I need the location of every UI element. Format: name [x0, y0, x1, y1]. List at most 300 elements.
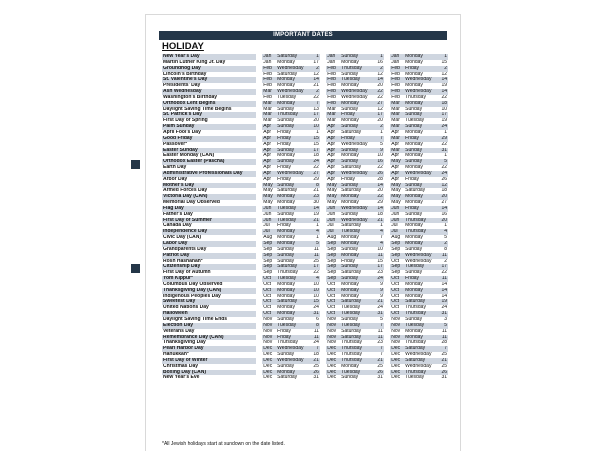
- weekday-cell: Tuesday: [404, 323, 434, 329]
- holiday-name: Columbus Day Observed: [163, 281, 223, 287]
- month-cell: May: [390, 159, 404, 165]
- weekday-cell: Saturday: [341, 328, 362, 334]
- weekday-cell: Monday: [277, 305, 295, 311]
- month-cell: May: [263, 200, 273, 206]
- month-cell: May: [326, 183, 340, 189]
- holiday-name: Victoria Day (CAN): [162, 194, 256, 200]
- weekday-cell: Sunday: [404, 183, 434, 189]
- day-number-cell: 12: [377, 71, 383, 77]
- month-cell: May: [326, 194, 340, 200]
- weekday-cell: Monday: [276, 101, 306, 107]
- month-cell: Jul: [327, 223, 334, 229]
- weekday-cell: Friday: [277, 328, 292, 334]
- weekday-cell: Tuesday: [340, 229, 370, 235]
- weekday-cell: Tuesday: [404, 264, 434, 270]
- weekday-cell: Thursday: [276, 112, 306, 118]
- weekday-cell: Thursday: [340, 66, 370, 72]
- weekday-cell: Thursday: [340, 346, 370, 352]
- holiday-name: Passover*: [163, 141, 188, 147]
- day-number-cell: 22: [441, 94, 447, 100]
- weekday-cell: Tuesday: [405, 118, 425, 124]
- month-cell: Jul: [391, 223, 398, 229]
- day-number-cell: 5: [434, 159, 448, 165]
- weekday-cell: Saturday: [276, 264, 306, 270]
- weekday-cell: Sunday: [404, 159, 434, 165]
- month-cell: Feb: [391, 94, 400, 100]
- month-cell: Apr: [327, 165, 336, 171]
- holiday-name: Pearl Harbor Day: [162, 346, 256, 352]
- day-number-cell: 30: [313, 200, 319, 206]
- day-number-cell: 27: [441, 200, 447, 206]
- page-header: IMPORTANT DATES: [159, 31, 447, 40]
- month-cell: Feb: [263, 83, 272, 89]
- weekday-cell: Thursday: [341, 352, 362, 358]
- day-number-cell: 10: [306, 288, 320, 294]
- weekday-cell: Sunday: [340, 54, 370, 60]
- day-number-cell: 2: [434, 241, 448, 247]
- weekday-cell: Saturday: [404, 346, 434, 352]
- month-cell: Feb: [263, 71, 272, 77]
- weekday-cell: Thursday: [277, 270, 298, 276]
- holiday-name: Orthodox Lent Begins: [162, 101, 256, 107]
- weekday-cell: Sunday: [341, 246, 359, 252]
- weekday-cell: Monday: [277, 293, 295, 299]
- month-cell: Nov: [326, 335, 340, 341]
- month-cell: Sep: [263, 246, 273, 252]
- weekday-cell: Friday: [277, 223, 292, 229]
- day-number-cell: 1: [434, 54, 448, 60]
- weekday-cell: Sunday: [341, 375, 359, 381]
- day-number-cell: 17: [306, 112, 320, 118]
- weekday-cell: Sunday: [341, 211, 359, 217]
- month-cell: Apr: [263, 141, 272, 147]
- weekday-cell: Saturday: [276, 54, 306, 60]
- month-cell: Sep: [327, 270, 337, 276]
- holiday-name: Thanksgiving Day: [163, 340, 206, 346]
- weekday-cell: Monday: [340, 288, 370, 294]
- weekday-cell: Sunday: [276, 183, 306, 189]
- day-number-cell: 7: [370, 136, 384, 142]
- day-number-cell: 11: [306, 335, 320, 341]
- weekday-cell: Thursday: [404, 311, 434, 317]
- day-number-cell: 23: [377, 270, 383, 276]
- day-number-cell: 7: [370, 346, 384, 352]
- day-number-cell: 22: [377, 94, 383, 100]
- weekday-cell: Tuesday: [405, 375, 425, 381]
- weekday-cell: Monday: [340, 101, 370, 107]
- day-number-cell: 16: [441, 211, 447, 217]
- day-number-cell: 2: [434, 66, 448, 72]
- holiday-name: New Year's Day: [162, 54, 256, 60]
- month-cell: Nov: [391, 340, 401, 346]
- weekday-cell: Saturday: [341, 270, 362, 276]
- month-cell: Feb: [327, 71, 336, 77]
- day-number-cell: 8: [306, 183, 320, 189]
- day-number-cell: 24: [434, 171, 448, 177]
- day-number-cell: 8: [444, 246, 447, 252]
- month-cell: Dec: [326, 358, 340, 364]
- weekday-cell: Monday: [276, 370, 306, 376]
- month-cell: Mar: [391, 106, 400, 112]
- day-number-cell: 14: [434, 77, 448, 83]
- day-number-cell: 5: [444, 235, 447, 241]
- month-cell: Nov: [263, 340, 273, 346]
- weekday-cell: Friday: [405, 176, 420, 182]
- weekday-cell: Sunday: [276, 159, 306, 165]
- day-number-cell: 1: [306, 54, 320, 60]
- month-cell: Feb: [327, 83, 336, 89]
- month-cell: Sep: [390, 241, 404, 247]
- day-number-cell: 7: [380, 352, 383, 358]
- month-cell: Feb: [326, 66, 340, 72]
- weekday-cell: Monday: [276, 77, 306, 83]
- month-cell: Oct: [326, 288, 340, 294]
- holiday-name: First Day of Summer: [162, 218, 256, 224]
- month-cell: Feb: [390, 77, 404, 83]
- day-number-cell: 14: [434, 206, 448, 212]
- month-cell: Dec: [262, 370, 276, 376]
- weekday-cell: Thursday: [277, 340, 298, 346]
- month-cell: Feb: [326, 101, 340, 107]
- weekday-cell: Sunday: [277, 316, 295, 322]
- day-number-cell: 4: [434, 229, 448, 235]
- weekday-cell: Tuesday: [276, 218, 306, 224]
- weekday-cell: Sunday: [340, 264, 370, 270]
- weekday-cell: Monday: [404, 288, 434, 294]
- holiday-name: Memorial Day Observed: [163, 200, 220, 206]
- day-number-cell: 2: [306, 66, 320, 72]
- month-cell: Mar: [390, 124, 404, 130]
- day-number-cell: 17: [313, 59, 319, 65]
- weekday-cell: Friday: [277, 129, 292, 135]
- day-number-cell: 18: [377, 211, 383, 217]
- day-number-cell: 15: [313, 141, 319, 147]
- weekday-cell: Sunday: [340, 183, 370, 189]
- month-cell: Mar: [262, 101, 276, 107]
- day-number-cell: 10: [313, 281, 319, 287]
- day-number-cell: 15: [377, 258, 383, 264]
- weekday-cell: Monday: [276, 194, 306, 200]
- day-number-cell: 24: [313, 340, 319, 346]
- month-cell: Apr: [327, 129, 336, 135]
- day-number-cell: 10: [306, 124, 320, 130]
- month-cell: Dec: [262, 346, 276, 352]
- month-cell: Apr: [327, 153, 336, 159]
- day-number-cell: 9: [370, 148, 384, 154]
- weekday-cell: Wednesday: [341, 94, 368, 100]
- day-number-cell: 20: [313, 118, 319, 124]
- day-number-cell: 17: [306, 264, 320, 270]
- month-cell: Jun: [262, 206, 276, 212]
- month-cell: May: [327, 188, 337, 194]
- weekday-cell: Sunday: [277, 118, 295, 124]
- day-number-cell: 14: [434, 89, 448, 95]
- weekday-cell: Thursday: [404, 370, 434, 376]
- month-cell: Apr: [391, 129, 400, 135]
- weekday-cell: Wednesday: [405, 363, 432, 369]
- month-cell: Jan: [263, 59, 272, 65]
- weekday-cell: Monday: [404, 335, 434, 341]
- day-number-cell: 7: [306, 346, 320, 352]
- day-number-cell: 17: [370, 264, 384, 270]
- month-cell: Mar: [262, 112, 276, 118]
- weekday-cell: Wednesday: [276, 358, 306, 364]
- day-number-cell: 14: [441, 293, 447, 299]
- day-number-cell: 11: [370, 335, 384, 341]
- day-number-cell: 19: [313, 211, 319, 217]
- day-number-cell: 23: [306, 194, 320, 200]
- weekday-cell: Monday: [341, 293, 359, 299]
- weekday-cell: Saturday: [341, 223, 362, 229]
- weekday-cell: Wednesday: [404, 77, 434, 83]
- month-cell: Feb: [390, 66, 404, 72]
- weekday-cell: Sunday: [277, 106, 295, 112]
- weekday-cell: Monday: [405, 141, 423, 147]
- month-cell: Jan: [326, 54, 340, 60]
- month-cell: Nov: [263, 316, 273, 322]
- day-number-cell: 14: [370, 77, 384, 83]
- day-number-cell: 27: [370, 101, 384, 107]
- month-cell: May: [262, 183, 276, 189]
- holiday-name: First Day of Winter: [162, 358, 256, 364]
- month-cell: Dec: [391, 352, 401, 358]
- day-number-cell: 5: [380, 316, 383, 322]
- month-cell: Nov: [391, 316, 401, 322]
- holiday-name: Civic Day (CAN): [163, 235, 202, 241]
- day-number-cell: 29: [434, 136, 448, 142]
- month-cell: Dec: [391, 363, 401, 369]
- month-cell: Mar: [263, 106, 272, 112]
- month-cell: Apr: [326, 159, 340, 165]
- day-number-cell: 17: [434, 264, 448, 270]
- weekday-cell: Saturday: [404, 299, 434, 305]
- month-cell: Sep: [391, 246, 401, 252]
- weekday-cell: Sunday: [277, 258, 295, 264]
- weekday-cell: Monday: [276, 288, 306, 294]
- month-cell: Mar: [390, 148, 404, 154]
- day-number-cell: 18: [441, 188, 447, 194]
- weekday-cell: Tuesday: [340, 77, 370, 83]
- holiday-name: Easter Monday (CAN): [163, 153, 215, 159]
- month-cell: Jul: [263, 223, 270, 229]
- month-cell: Dec: [327, 375, 337, 381]
- day-number-cell: 6: [316, 316, 319, 322]
- weekday-cell: Wednesday: [404, 89, 434, 95]
- month-cell: Apr: [327, 141, 336, 147]
- weekday-cell: Sunday: [405, 270, 423, 276]
- day-number-cell: 26: [441, 176, 447, 182]
- day-number-cell: 12: [313, 71, 319, 77]
- month-cell: Mar: [390, 136, 404, 142]
- weekday-cell: Monday: [341, 281, 359, 287]
- holiday-name: Grandparents Day: [163, 246, 207, 252]
- holiday-name: Rosh Hashanah*: [163, 258, 203, 264]
- weekday-cell: Saturday: [277, 375, 298, 381]
- holiday-table: [162, 54, 448, 381]
- holiday-name: Citizenship Day: [162, 264, 256, 270]
- month-cell: Jul: [262, 229, 276, 235]
- month-cell: Feb: [390, 89, 404, 95]
- month-cell: Jun: [326, 218, 340, 224]
- month-cell: Dec: [263, 352, 273, 358]
- month-cell: Sep: [262, 241, 276, 247]
- day-number-cell: 21: [370, 299, 384, 305]
- holiday-name: Easter Sunday: [162, 148, 256, 154]
- day-number-cell: 1: [380, 223, 383, 229]
- month-cell: Aug: [263, 235, 273, 241]
- holiday-name: Patriot Day: [162, 253, 256, 259]
- weekday-cell: Thursday: [341, 340, 362, 346]
- month-cell: Feb: [263, 94, 272, 100]
- day-number-cell: 11: [377, 328, 383, 334]
- day-number-cell: 11: [434, 253, 448, 259]
- weekday-cell: Saturday: [277, 188, 298, 194]
- month-cell: Oct: [390, 276, 404, 282]
- month-cell: Mar: [327, 106, 336, 112]
- weekday-cell: Sunday: [405, 211, 423, 217]
- day-number-cell: 18: [313, 352, 319, 358]
- weekday-cell: Wednesday: [340, 89, 370, 95]
- weekday-cell: Sunday: [404, 112, 434, 118]
- month-cell: Aug: [391, 235, 401, 241]
- day-number-cell: 18: [313, 153, 319, 159]
- month-cell: Oct: [262, 288, 276, 294]
- month-cell: Sep: [326, 253, 340, 259]
- holiday-name: Groundhog Day: [162, 66, 256, 72]
- month-cell: Jul: [390, 229, 404, 235]
- month-cell: Sep: [326, 241, 340, 247]
- day-number-cell: 5: [434, 323, 448, 329]
- weekday-cell: Monday: [277, 200, 295, 206]
- month-cell: Feb: [391, 71, 400, 77]
- day-number-cell: 2: [444, 258, 447, 264]
- month-cell: Apr: [263, 153, 272, 159]
- day-number-cell: 20: [377, 118, 383, 124]
- day-number-cell: 24: [313, 305, 319, 311]
- day-number-cell: 17: [306, 148, 320, 154]
- holiday-name: Father's Day: [163, 211, 193, 217]
- month-cell: Sep: [390, 253, 404, 259]
- weekday-cell: Friday: [340, 112, 370, 118]
- month-cell: Mar: [391, 118, 400, 124]
- holiday-name: First Day of Autumn: [163, 270, 211, 276]
- day-number-cell: 21: [370, 358, 384, 364]
- day-number-cell: 5: [380, 141, 383, 147]
- weekday-cell: Monday: [341, 153, 359, 159]
- weekday-cell: Sunday: [277, 246, 295, 252]
- day-number-cell: 14: [306, 206, 320, 212]
- month-cell: May: [262, 194, 276, 200]
- weekday-cell: Wednesday: [340, 218, 370, 224]
- month-cell: Oct: [262, 299, 276, 305]
- day-number-cell: 7: [434, 346, 448, 352]
- month-cell: Nov: [262, 323, 276, 329]
- month-cell: Nov: [390, 335, 404, 341]
- weekday-cell: Wednesday: [276, 66, 306, 72]
- month-cell: Jun: [390, 218, 404, 224]
- weekday-cell: Thursday: [340, 358, 370, 364]
- day-number-cell: 28: [441, 340, 447, 346]
- weekday-cell: Monday: [405, 328, 423, 334]
- day-number-cell: 11: [313, 246, 319, 252]
- day-number-cell: 1: [444, 153, 447, 159]
- month-cell: Oct: [327, 293, 336, 299]
- day-number-cell: 19: [434, 299, 448, 305]
- weekday-cell: Thursday: [405, 305, 426, 311]
- month-cell: Apr: [263, 129, 272, 135]
- month-cell: Dec: [263, 375, 273, 381]
- month-cell: Feb: [326, 77, 340, 83]
- weekday-cell: Saturday: [276, 299, 306, 305]
- weekday-cell: Tuesday: [340, 323, 370, 329]
- weekday-cell: Monday: [277, 59, 295, 65]
- weekday-cell: Friday: [276, 136, 306, 142]
- day-number-cell: 7: [370, 323, 384, 329]
- weekday-cell: Wednesday: [276, 171, 306, 177]
- day-number-cell: 31: [306, 311, 320, 317]
- day-number-cell: 22: [370, 194, 384, 200]
- month-cell: Dec: [262, 358, 276, 364]
- day-number-cell: 26: [434, 370, 448, 376]
- weekday-cell: Monday: [340, 253, 370, 259]
- weekday-cell: Monday: [276, 241, 306, 247]
- day-number-cell: 20: [434, 218, 448, 224]
- weekday-cell: Sunday: [341, 106, 359, 112]
- month-cell: Apr: [262, 124, 276, 130]
- weekday-cell: Friday: [277, 141, 292, 147]
- month-cell: Oct: [262, 311, 276, 317]
- weekday-cell: Friday: [276, 335, 306, 341]
- weekday-cell: Friday: [404, 276, 434, 282]
- day-number-cell: 24: [441, 305, 447, 311]
- day-number-cell: 1: [444, 129, 447, 135]
- day-number-cell: 29: [377, 200, 383, 206]
- month-cell: Jun: [263, 211, 272, 217]
- month-cell: Sep: [262, 264, 276, 270]
- month-cell: Oct: [391, 305, 400, 311]
- day-number-cell: 26: [306, 370, 320, 376]
- month-cell: Oct: [390, 299, 404, 305]
- day-number-cell: 7: [306, 101, 320, 107]
- weekday-cell: Monday: [341, 118, 359, 124]
- day-number-cell: 18: [434, 101, 448, 107]
- weekday-cell: Friday: [340, 136, 370, 142]
- month-cell: Sep: [263, 258, 273, 264]
- day-number-cell: 5: [306, 241, 320, 247]
- weekday-cell: Sunday: [340, 276, 370, 282]
- weekday-cell: Monday: [340, 241, 370, 247]
- day-number-cell: 19: [441, 118, 447, 124]
- holiday-name: Sweetest Day: [162, 299, 256, 305]
- day-number-cell: 17: [434, 112, 448, 118]
- weekday-cell: Monday: [341, 200, 359, 206]
- day-number-cell: 11: [434, 335, 448, 341]
- month-cell: Sep: [327, 246, 337, 252]
- section-title: HOLIDAY: [162, 41, 204, 52]
- month-cell: Apr: [391, 153, 400, 159]
- holiday-name: Mother's Day: [162, 183, 256, 189]
- month-cell: Oct: [390, 288, 404, 294]
- month-cell: Dec: [326, 346, 340, 352]
- day-number-cell: 31: [313, 375, 319, 381]
- weekday-cell: Monday: [276, 229, 306, 235]
- weekday-cell: Monday: [341, 363, 359, 369]
- month-cell: Oct: [391, 293, 400, 299]
- month-cell: Feb: [327, 94, 336, 100]
- day-number-cell: 22: [441, 270, 447, 276]
- month-cell: Oct: [263, 281, 272, 287]
- month-cell: Feb: [262, 66, 276, 72]
